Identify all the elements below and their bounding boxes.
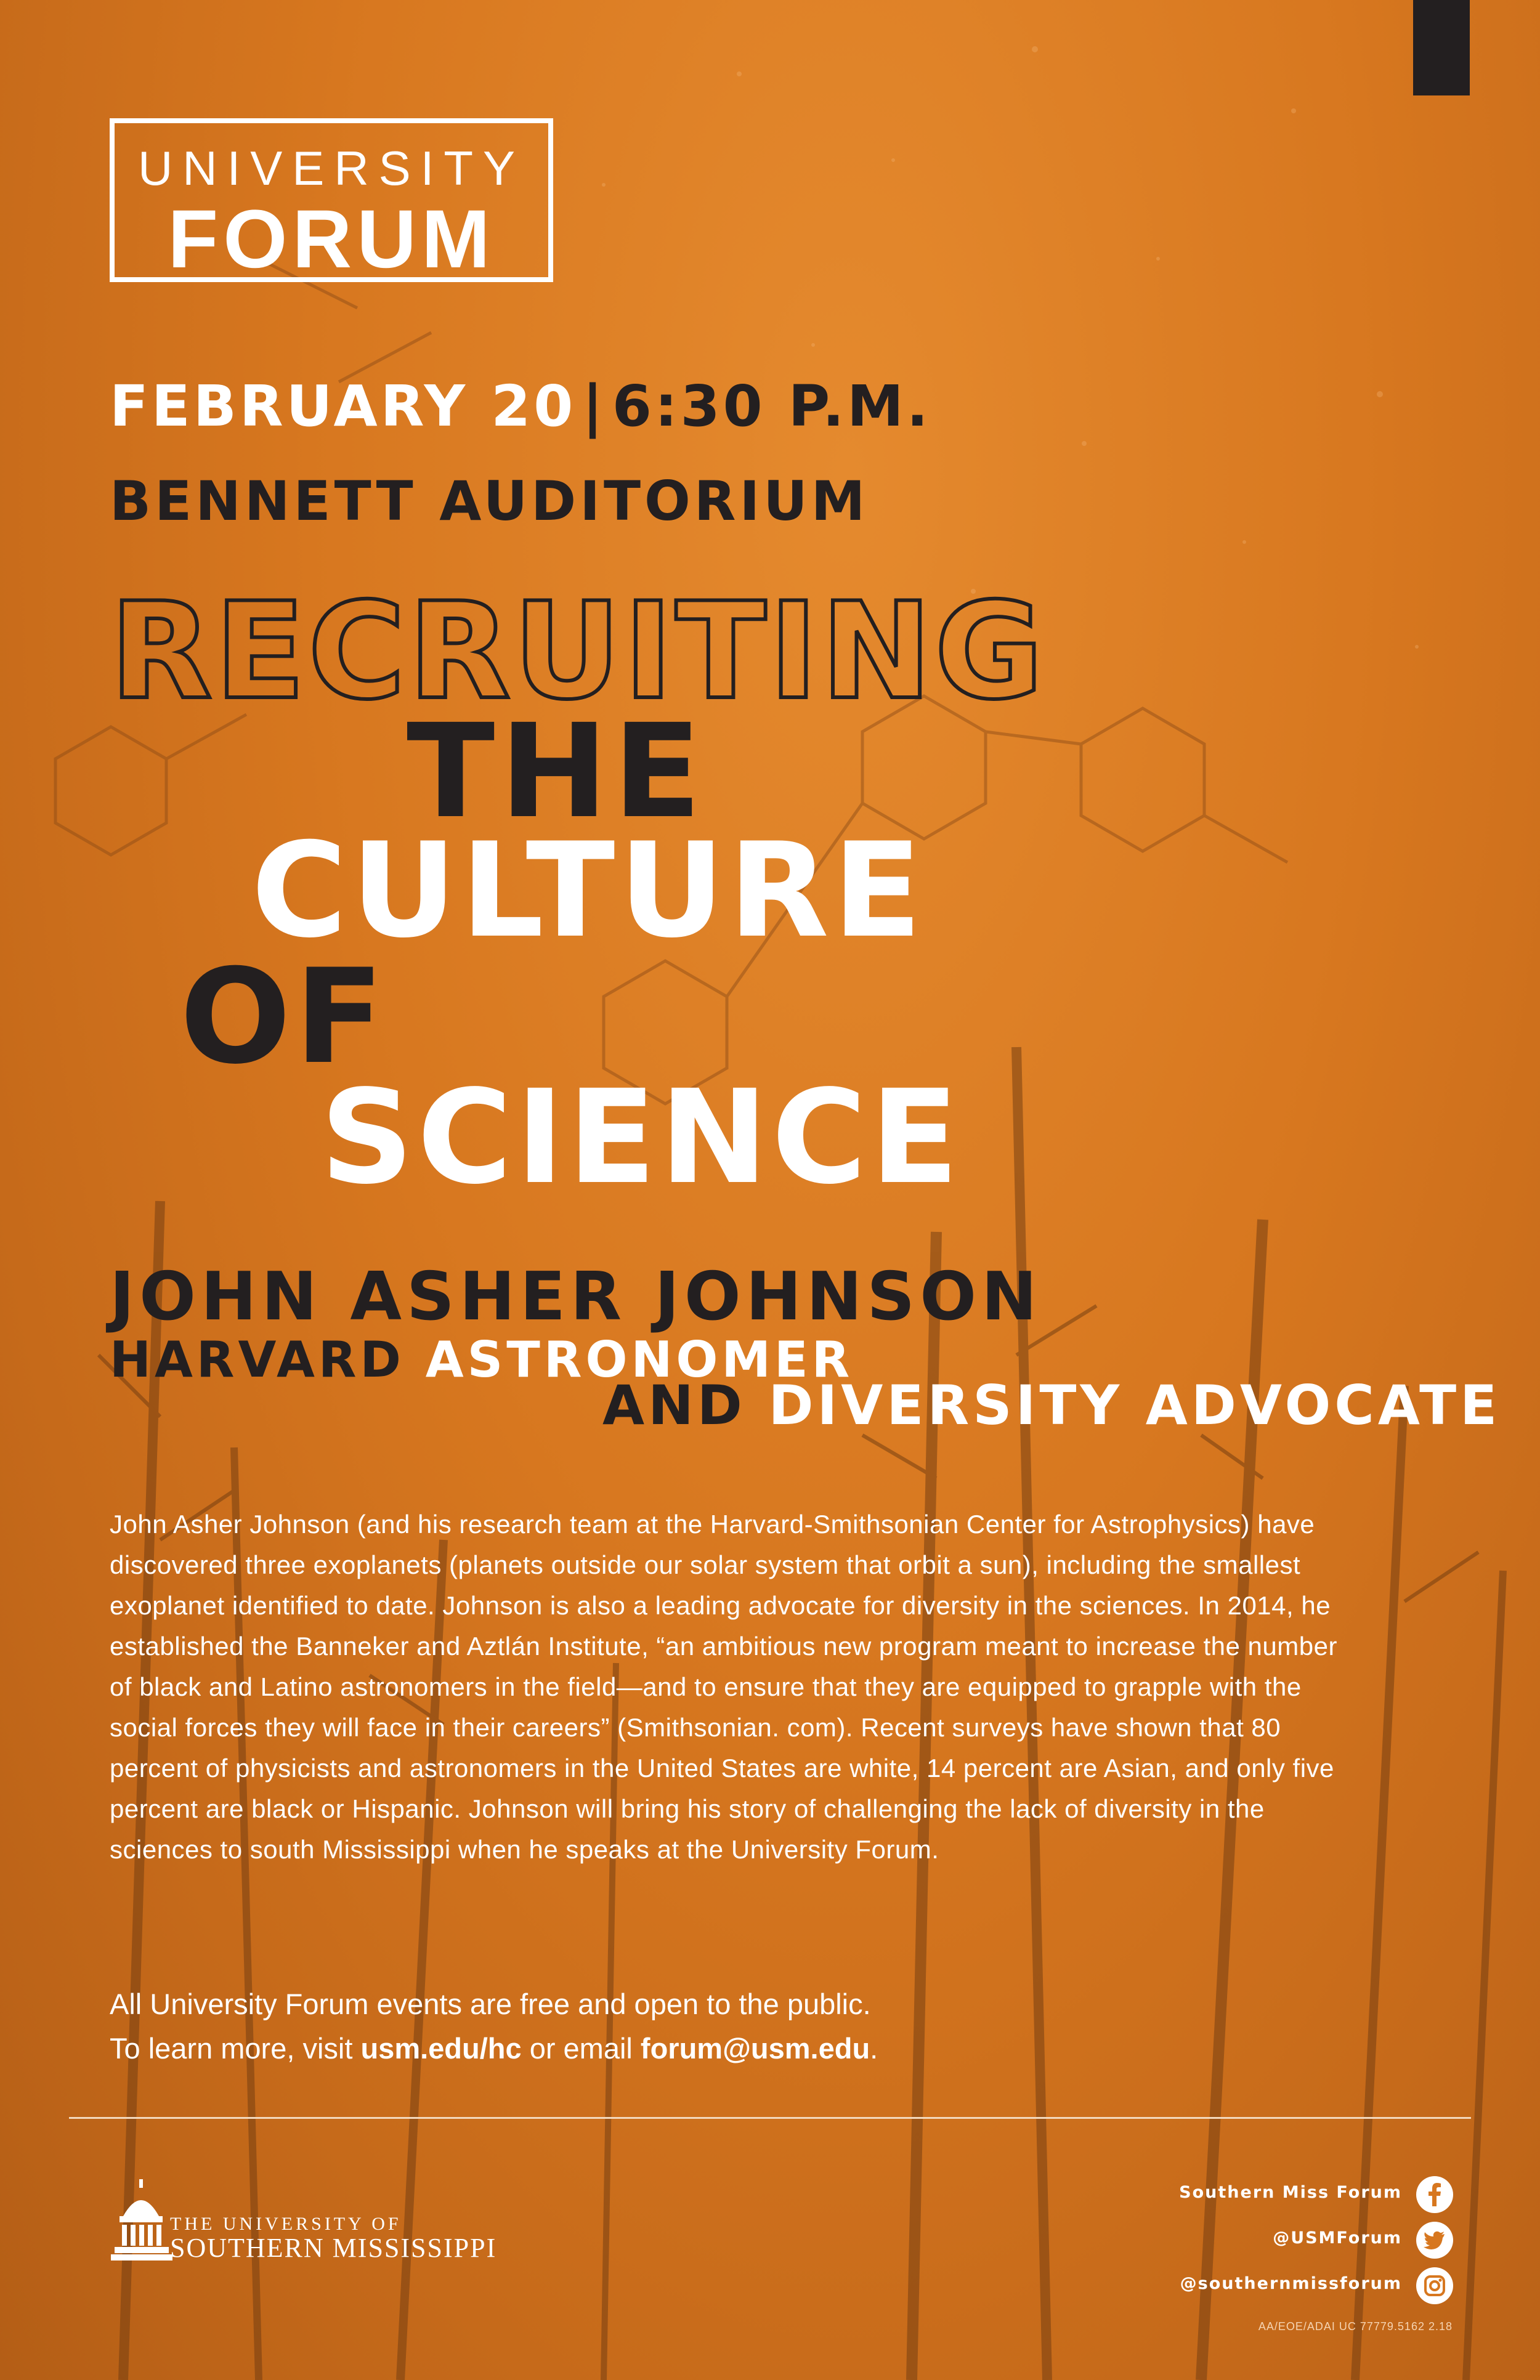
facebook-icon[interactable] (1416, 2176, 1454, 2214)
title-recruiting: RECRUITING (110, 574, 1047, 729)
event-time: 6:30 P.M. (612, 373, 931, 439)
footer-divider (69, 2117, 1471, 2119)
cta-prefix: To learn more, visit (110, 2032, 361, 2065)
speckle-texture (602, 46, 1419, 649)
title-science: SCIENCE (320, 1062, 963, 1213)
corner-tab (1413, 0, 1470, 95)
role-harvard: HARVARD (110, 1331, 405, 1388)
event-datetime (110, 373, 931, 441)
date-time-separator: | (582, 373, 606, 439)
instagram-handle: @southernmissforum (1180, 2274, 1402, 2293)
dome-icon (108, 2179, 176, 2262)
speaker-name: JOHN ASHER JOHNSON (110, 1258, 1042, 1335)
role-and: AND (602, 1374, 746, 1437)
twitter-icon[interactable] (1416, 2221, 1454, 2259)
event-date: FEBRUARY 20 (110, 373, 577, 439)
logo-forum-text: FORUM (168, 193, 495, 285)
website-link[interactable]: usm.edu/hc (360, 2032, 522, 2065)
cta-suffix: . (870, 2032, 878, 2065)
logo-university-text: UNIVERSITY (137, 141, 525, 195)
role-diversity-advocate: DIVERSITY ADVOCATE (768, 1374, 1501, 1437)
instagram-icon[interactable] (1416, 2267, 1454, 2305)
twitter-handle: @USMForum (1273, 2228, 1402, 2248)
role-astronomer: ASTRONOMER (425, 1331, 854, 1388)
usm-name-small: THE UNIVERSITY OF (170, 2214, 402, 2234)
email-link[interactable]: forum@usm.edu (640, 2032, 870, 2065)
title-of: OF (180, 941, 388, 1093)
title-the: THE (407, 696, 707, 847)
fineprint: AA/EOE/ADAI UC 77779.5162 2.18 (1258, 2320, 1453, 2333)
event-description: John Asher Johnson (and his research team at the Harvard-Smithsonian Center for Astrophysics) have discovered three exoplanets (planets outside our solar system that orbit a sun), including the smallest exoplanet identified to date. Johnson is also a leading advocate for diversity in the sciences. In 2014, he established the Banneker and Aztlán Institute, “an ambitious new program meant to increase the number of black and Latino astronomers in the field—and to ensure that they are equipped to grapple with the social forces they will face in their careers” (Smithsonian. com). Recent surveys have shown that 80 percent of physicists and astronomers in the United States are white, 14 percent are Asian, and only five percent are black or Hispanic. Johnson will bring his story of challenging the lack of diversity in the sciences to south Mississippi when he speaks at the University Forum. (110, 1510, 1337, 1864)
speaker-role-line2 (602, 1374, 1501, 1437)
usm-logo (108, 2179, 540, 2262)
cta-middle: or email (521, 2032, 641, 2065)
usm-name-large: SOUTHERN MISSISSIPPI (170, 2233, 497, 2263)
cta-learn-more (110, 2031, 1342, 2065)
university-forum-logo (110, 118, 553, 285)
cta-free-open: All University Forum events are free and open to the public. (110, 1988, 871, 2020)
title-culture: CULTURE (251, 814, 926, 966)
facebook-handle: Southern Miss Forum (1179, 2183, 1402, 2202)
event-venue: BENNETT AUDITORIUM (110, 469, 869, 533)
